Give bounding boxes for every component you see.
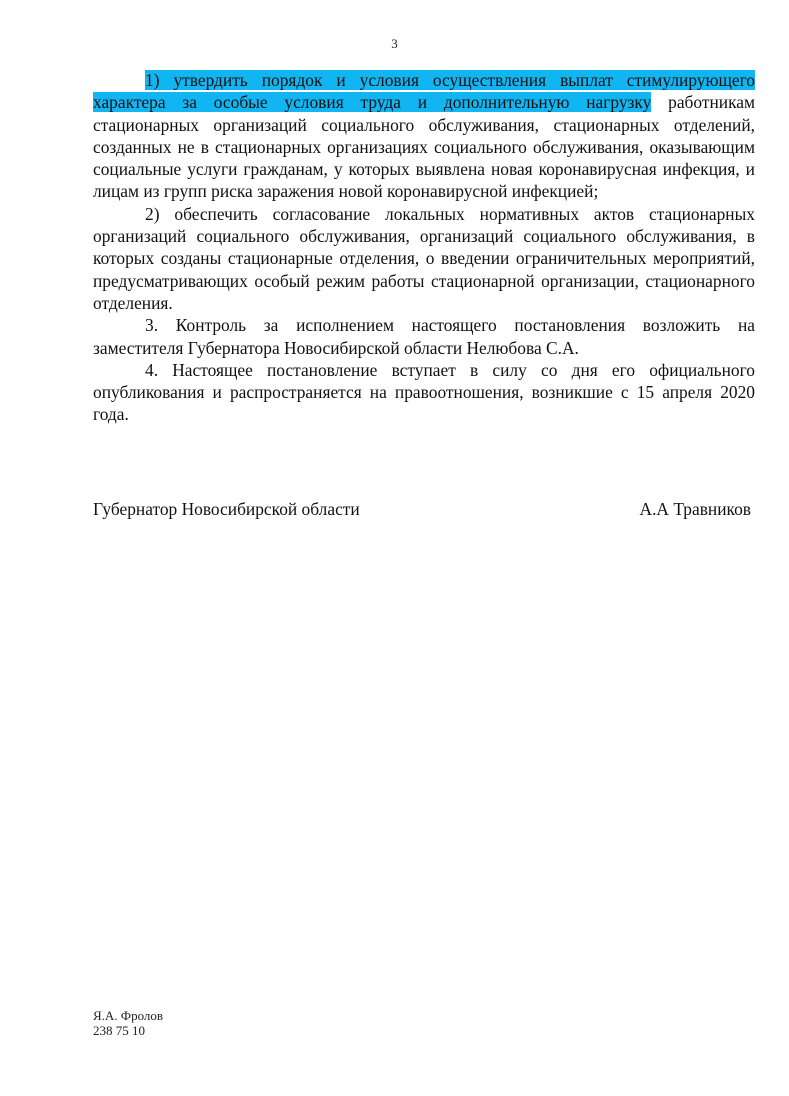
paragraph-4[interactable]: [93, 359, 755, 426]
paragraph-text: 3. Контроль за исполнением настоящего постановления возложить на заместителя Губернатора Новосибирской области Нелюбова С.А.: [93, 315, 755, 358]
executor-phone: 238 75 10: [93, 1023, 145, 1038]
selected-text[interactable]: 1) утвердить порядок и условия осуществления выплат стимулирующего характера за особые условия труда и дополнительную нагрузку: [93, 70, 755, 113]
paragraph-2[interactable]: [93, 203, 755, 314]
executor-name: Я.А. Фролов: [93, 1008, 164, 1023]
document-body: [93, 69, 755, 426]
paragraph-text: 2) обеспечить согласование локальных нормативных актов стационарных организаций социального обслуживания, организаций социального обслуживания, в которых созданы стационарные отделения, о введении ограничительных мероприятий, предусматривающих особый режим работы стационарной организации, стационарного отделения.: [93, 203, 755, 313]
paragraph-1[interactable]: [93, 69, 755, 203]
executor-info: [93, 1008, 163, 1038]
paragraph-3[interactable]: [93, 314, 755, 359]
signatory-title: Губернатор Новосибирской области: [93, 499, 360, 519]
signatory-name: А.А Травников: [639, 499, 751, 519]
paragraph-text: 4. Настоящее постановление вступает в силу со дня его официального опубликования и распространяется на правоотношения, возникшие с 15 апреля 2020 года.: [93, 359, 755, 425]
paragraph-text: работникам стационарных организаций социального обслуживания, стационарных отделений, созданных не в стационарных организациях социального обслуживания, оказывающим социальные услуги гражданам, у которых выявлена новая коронавирусная инфекция, и лицам из групп риска заражения новой коронавирусной инфекцией;: [93, 92, 755, 202]
page-number: 3: [391, 36, 398, 51]
